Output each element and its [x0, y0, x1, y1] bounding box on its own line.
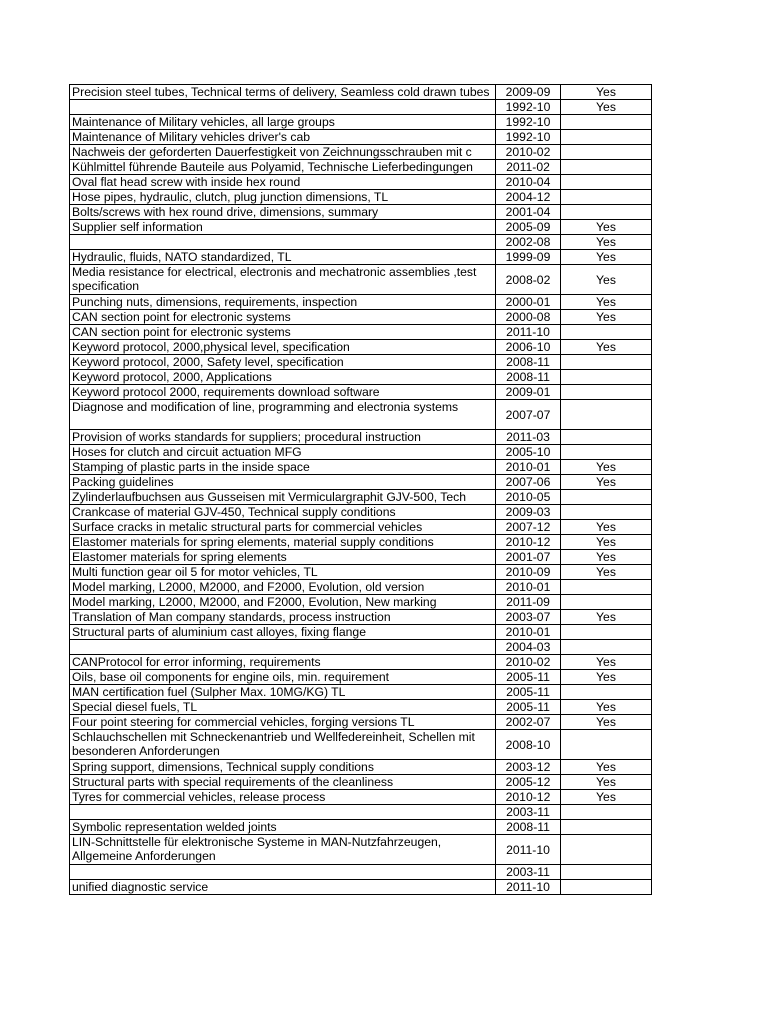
date-cell: 2003-11	[496, 805, 561, 820]
date-cell: 2005-10	[496, 445, 561, 460]
flag-cell: Yes	[561, 655, 652, 670]
table-row	[70, 565, 652, 580]
date-cell: 2009-09	[496, 85, 561, 100]
table-row	[70, 85, 652, 100]
table-row	[70, 760, 652, 775]
table-row	[70, 340, 652, 355]
date-cell: 2004-12	[496, 190, 561, 205]
table-row	[70, 385, 652, 400]
flag-cell	[561, 820, 652, 835]
date-cell: 2011-09	[496, 595, 561, 610]
date-cell: 1992-10	[496, 115, 561, 130]
title-cell: CANProtocol for error informing, requirements	[70, 655, 496, 670]
title-cell	[70, 235, 496, 250]
flag-cell	[561, 625, 652, 640]
flag-cell: Yes	[561, 475, 652, 490]
title-cell: Structural parts of aluminium cast alloyes, fixing flange	[70, 625, 496, 640]
date-cell: 2003-07	[496, 610, 561, 625]
date-cell: 2008-10	[496, 730, 561, 760]
date-cell: 2001-04	[496, 205, 561, 220]
date-cell: 2001-07	[496, 550, 561, 565]
flag-cell	[561, 190, 652, 205]
table-row	[70, 595, 652, 610]
flag-cell	[561, 730, 652, 760]
flag-cell	[561, 580, 652, 595]
title-cell: Nachweis der geforderten Dauerfestigkeit von Zeichnungsschrauben mit c	[70, 145, 496, 160]
table-row	[70, 205, 652, 220]
title-cell: CAN section point for electronic systems	[70, 325, 496, 340]
title-cell: Crankcase of material GJV-450, Technical supply conditions	[70, 505, 496, 520]
flag-cell	[561, 595, 652, 610]
title-cell: Media resistance for electrical, electronis and mechatronic assemblies ,test specification	[70, 265, 496, 295]
flag-cell: Yes	[561, 220, 652, 235]
table-row	[70, 475, 652, 490]
table-row	[70, 100, 652, 115]
date-cell: 1999-09	[496, 250, 561, 265]
title-cell: Provision of works standards for suppliers; procedural instruction	[70, 430, 496, 445]
table-row	[70, 430, 652, 445]
flag-cell	[561, 430, 652, 445]
title-cell: Special diesel fuels, TL	[70, 700, 496, 715]
flag-cell	[561, 865, 652, 880]
date-cell: 2002-07	[496, 715, 561, 730]
date-cell: 2010-09	[496, 565, 561, 580]
date-cell: 2007-12	[496, 520, 561, 535]
title-cell: Spring support, dimensions, Technical supply conditions	[70, 760, 496, 775]
table-row	[70, 250, 652, 265]
flag-cell: Yes	[561, 715, 652, 730]
title-cell: Hydraulic, fluids, NATO standardized, TL	[70, 250, 496, 265]
date-cell: 2009-03	[496, 505, 561, 520]
flag-cell: Yes	[561, 790, 652, 805]
date-cell: 2010-12	[496, 790, 561, 805]
table-row	[70, 820, 652, 835]
table-row	[70, 535, 652, 550]
title-cell: Supplier self information	[70, 220, 496, 235]
date-cell: 2005-11	[496, 670, 561, 685]
flag-cell	[561, 880, 652, 895]
table-row	[70, 670, 652, 685]
table-row	[70, 160, 652, 175]
title-cell: Bolts/screws with hex round drive, dimensions, summary	[70, 205, 496, 220]
table-row	[70, 580, 652, 595]
flag-cell	[561, 385, 652, 400]
flag-cell: Yes	[561, 265, 652, 295]
flag-cell: Yes	[561, 460, 652, 475]
flag-cell	[561, 490, 652, 505]
flag-cell: Yes	[561, 520, 652, 535]
title-cell: Multi function gear oil 5 for motor vehicles, TL	[70, 565, 496, 580]
date-cell: 2011-10	[496, 325, 561, 340]
table-row	[70, 610, 652, 625]
flag-cell: Yes	[561, 775, 652, 790]
date-cell: 2005-09	[496, 220, 561, 235]
title-cell: Schlauchschellen mit Schneckenantrieb und Wellfedereinheit, Schellen mit besonderen Anforderungen	[70, 730, 496, 760]
flag-cell	[561, 640, 652, 655]
flag-cell: Yes	[561, 670, 652, 685]
table-row	[70, 655, 652, 670]
title-cell	[70, 100, 496, 115]
title-cell: Model marking, L2000, M2000, and F2000, Evolution, New marking	[70, 595, 496, 610]
table-row	[70, 220, 652, 235]
date-cell: 2003-12	[496, 760, 561, 775]
title-cell	[70, 805, 496, 820]
date-cell: 2007-07	[496, 400, 561, 430]
date-cell: 2010-02	[496, 145, 561, 160]
table-row	[70, 730, 652, 760]
date-cell: 2005-12	[496, 775, 561, 790]
date-cell: 2010-01	[496, 460, 561, 475]
title-cell: Keyword protocol, 2000, Safety level, specification	[70, 355, 496, 370]
title-cell: Packing guidelines	[70, 475, 496, 490]
title-cell: Oval flat head screw with inside hex round	[70, 175, 496, 190]
table-row	[70, 550, 652, 565]
title-cell: Hose pipes, hydraulic, clutch, plug junction dimensions, TL	[70, 190, 496, 205]
flag-cell	[561, 835, 652, 865]
title-cell: Keyword protocol 2000, requirements download software	[70, 385, 496, 400]
flag-cell: Yes	[561, 235, 652, 250]
table-row	[70, 715, 652, 730]
title-cell	[70, 865, 496, 880]
title-cell: Elastomer materials for spring elements	[70, 550, 496, 565]
date-cell: 2010-01	[496, 625, 561, 640]
table-row	[70, 790, 652, 805]
title-cell: Kühlmittel führende Bauteile aus Polyamid, Technische Lieferbedingungen	[70, 160, 496, 175]
table-row	[70, 685, 652, 700]
title-cell: Model marking, L2000, M2000, and F2000, Evolution, old version	[70, 580, 496, 595]
date-cell: 2003-11	[496, 865, 561, 880]
table-row	[70, 505, 652, 520]
date-cell: 2010-02	[496, 655, 561, 670]
flag-cell	[561, 325, 652, 340]
flag-cell	[561, 445, 652, 460]
date-cell: 2005-11	[496, 685, 561, 700]
flag-cell	[561, 685, 652, 700]
title-cell: LIN-Schnittstelle für elektronische Systeme in MAN-Nutzfahrzeugen, Allgemeine Anforderungen	[70, 835, 496, 865]
flag-cell	[561, 160, 652, 175]
flag-cell	[561, 175, 652, 190]
flag-cell: Yes	[561, 85, 652, 100]
title-cell	[70, 640, 496, 655]
date-cell: 2007-06	[496, 475, 561, 490]
date-cell: 2008-11	[496, 820, 561, 835]
date-cell: 2011-10	[496, 880, 561, 895]
date-cell: 2004-03	[496, 640, 561, 655]
flag-cell	[561, 400, 652, 430]
flag-cell: Yes	[561, 760, 652, 775]
flag-cell: Yes	[561, 565, 652, 580]
table-row	[70, 370, 652, 385]
title-cell: MAN certification fuel (Sulpher Max. 10MG/KG) TL	[70, 685, 496, 700]
date-cell: 2008-11	[496, 355, 561, 370]
flag-cell	[561, 805, 652, 820]
title-cell: Hoses for clutch and circuit actuation MFG	[70, 445, 496, 460]
date-cell: 2000-01	[496, 295, 561, 310]
date-cell: 2011-03	[496, 430, 561, 445]
date-cell: 2008-02	[496, 265, 561, 295]
title-cell: Punching nuts, dimensions, requirements, inspection	[70, 295, 496, 310]
flag-cell: Yes	[561, 550, 652, 565]
flag-cell	[561, 115, 652, 130]
title-cell: Maintenance of Military vehicles driver's cab	[70, 130, 496, 145]
flag-cell	[561, 145, 652, 160]
title-cell: Keyword protocol, 2000,physical level, specification	[70, 340, 496, 355]
date-cell: 2009-01	[496, 385, 561, 400]
table-row	[70, 355, 652, 370]
table-row	[70, 445, 652, 460]
table-row	[70, 310, 652, 325]
standards-table	[69, 84, 652, 895]
table-row	[70, 325, 652, 340]
title-cell: Elastomer materials for spring elements, material supply conditions	[70, 535, 496, 550]
flag-cell	[561, 130, 652, 145]
table-row	[70, 520, 652, 535]
title-cell: Oils, base oil components for engine oils, min. requirement	[70, 670, 496, 685]
table-row	[70, 775, 652, 790]
table-row	[70, 865, 652, 880]
flag-cell	[561, 505, 652, 520]
title-cell: unified diagnostic service	[70, 880, 496, 895]
title-cell: Maintenance of Military vehicles, all large groups	[70, 115, 496, 130]
date-cell: 2005-11	[496, 700, 561, 715]
title-cell: Four point steering for commercial vehicles, forging versions TL	[70, 715, 496, 730]
title-cell: Zylinderlaufbuchsen aus Gusseisen mit Vermiculargraphit GJV-500, Tech	[70, 490, 496, 505]
title-cell: Stamping of plastic parts in the inside space	[70, 460, 496, 475]
table-row	[70, 805, 652, 820]
table-row	[70, 235, 652, 250]
date-cell: 2010-01	[496, 580, 561, 595]
date-cell: 2006-10	[496, 340, 561, 355]
table-row	[70, 460, 652, 475]
date-cell: 2010-05	[496, 490, 561, 505]
table-row	[70, 400, 652, 430]
table-body	[70, 85, 652, 895]
title-cell: Keyword protocol, 2000, Applications	[70, 370, 496, 385]
flag-cell: Yes	[561, 100, 652, 115]
table-row	[70, 130, 652, 145]
flag-cell: Yes	[561, 295, 652, 310]
date-cell: 2011-10	[496, 835, 561, 865]
date-cell: 2011-02	[496, 160, 561, 175]
title-cell: Tyres for commercial vehicles, release process	[70, 790, 496, 805]
table-row	[70, 190, 652, 205]
flag-cell: Yes	[561, 700, 652, 715]
flag-cell: Yes	[561, 340, 652, 355]
table-row	[70, 640, 652, 655]
flag-cell: Yes	[561, 535, 652, 550]
title-cell: CAN section point for electronic systems	[70, 310, 496, 325]
date-cell: 2010-12	[496, 535, 561, 550]
flag-cell: Yes	[561, 250, 652, 265]
title-cell: Structural parts with special requirements of the cleanliness	[70, 775, 496, 790]
table-row	[70, 145, 652, 160]
table-row	[70, 625, 652, 640]
table-row	[70, 265, 652, 295]
table-row	[70, 700, 652, 715]
table-row	[70, 175, 652, 190]
title-cell: Surface cracks in metalic structural parts for commercial vehicles	[70, 520, 496, 535]
table-row	[70, 295, 652, 310]
title-cell: Precision steel tubes, Technical terms of delivery, Seamless cold drawn tubes	[70, 85, 496, 100]
flag-cell: Yes	[561, 610, 652, 625]
date-cell: 2000-08	[496, 310, 561, 325]
title-cell: Translation of Man company standards, process instruction	[70, 610, 496, 625]
date-cell: 2008-11	[496, 370, 561, 385]
title-cell: Symbolic representation welded joints	[70, 820, 496, 835]
flag-cell: Yes	[561, 310, 652, 325]
table-row	[70, 115, 652, 130]
date-cell: 1992-10	[496, 100, 561, 115]
date-cell: 2002-08	[496, 235, 561, 250]
date-cell: 1992-10	[496, 130, 561, 145]
table-row	[70, 880, 652, 895]
date-cell: 2010-04	[496, 175, 561, 190]
flag-cell	[561, 355, 652, 370]
title-cell: Diagnose and modification of line, programming and electronia systems	[70, 400, 496, 430]
table-row	[70, 490, 652, 505]
flag-cell	[561, 370, 652, 385]
flag-cell	[561, 205, 652, 220]
table-row	[70, 835, 652, 865]
